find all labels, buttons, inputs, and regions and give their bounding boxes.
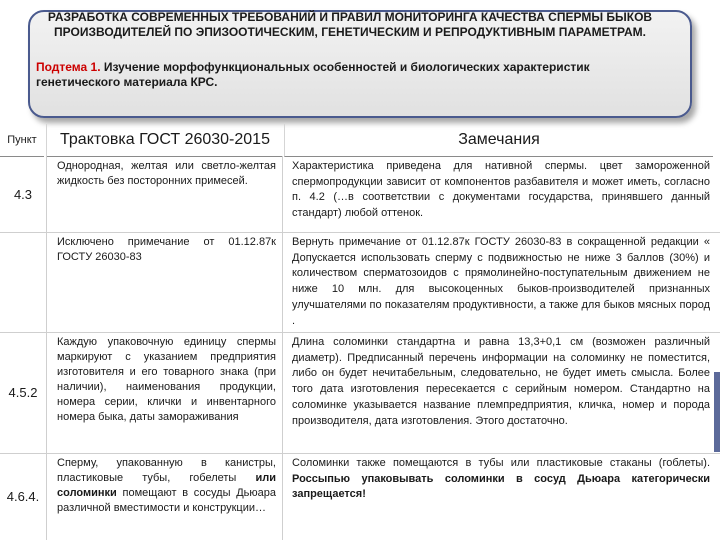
gost-text: Исключено примечание от 01.12.87к ГОСТУ 26030-83: [46, 232, 282, 332]
row-number: [0, 232, 46, 332]
remark-text: Характеристика приведена для нативной спермы. цвет замороженной спермопродукции зависит от компонентов разбавителя и может иметь, согласно п. 4.2 (…в соответствии с документами государства, принявшего данный стандарт) любой оттенок.: [282, 156, 714, 232]
gost-text: [46, 453, 282, 540]
subtopic-text: Изучение морфофункциональных особенностей и биологических характеристик генетического материала КРС.: [36, 60, 590, 89]
row-number: 4.5.2: [8, 385, 38, 400]
remark-text-part: Соломинки также помещаются в тубы или пластиковые стаканы (гоблеты).: [292, 457, 710, 469]
gost-text-bold: или соломинки: [57, 472, 276, 499]
table-row: [0, 156, 720, 233]
row-number: 4.3: [13, 186, 33, 202]
table-row: [0, 332, 720, 454]
row-number: 4.6.4.: [6, 489, 40, 504]
slide-edge-strip: [714, 372, 720, 452]
table-row: [0, 232, 720, 333]
standards-table: [0, 124, 720, 540]
gost-text: Однородная, желтая или светло-желтая жидкость без посторонних примесей.: [46, 156, 282, 232]
column-header-punkt: Пункт: [0, 124, 44, 157]
remark-text: Длина соломинки стандартна и равна 13,3+0,1 см (возможен различный диаметр). Предписанный перечень информации на соломинку не поместится, либо он будет нечитабельным, следовательно, не будет иметь смысла. Более того дата изготовления пересекается с серийным номером. Стандартно на соломинке указывается название племпредприятия, кличка, номер и порода производителя, дата изготовления. Этого достаточно.: [282, 332, 714, 453]
gost-text: Каждую упаковочную единицу спермы маркируют с указанием предприятия изготовителя и его товарного знака (при наличии), наименования продукции, номера серии, клички и инвентарного номера быка, даты замораживания: [46, 332, 282, 453]
page-title: РАЗРАБОТКА СОВРЕМЕННЫХ ТРЕБОВАНИЙ И ПРАВИЛ МОНИТОРИНГА КАЧЕСТВА СПЕРМЫ БЫКОВ ПРОИЗВОДИТЕЛЕЙ ПО ЭПИЗООТИЧЕСКИМ, ГЕНЕТИЧЕСКИМ И РЕПРОДУКТИВНЫМ ПАРАМЕТРАМ.: [47, 10, 653, 39]
column-header-remarks: Замечания: [284, 124, 713, 157]
column-header-gost: Трактовка ГОСТ 26030-2015: [46, 124, 283, 157]
gost-text-part: помещают в сосуды Дьюара различной вместимости и конструкции…: [57, 487, 277, 514]
remark-text: Вернуть примечание от 01.12.87к ГОСТУ 26030-83 в сокращенной редакции « Допускается использовать сперму с подвижностью не ниже 3 баллов (30%) и количеством сперматозоидов с прямолинейно-поступательным движением не ниже 10 млн. для высокоценных быков-производителей признанных улучшателями по показателям продуктивности, а также для быков мясных пород .: [282, 232, 714, 332]
subtopic-label: Подтема 1.: [36, 60, 101, 74]
subtopic: [36, 60, 664, 90]
gost-text-part: Сперму, упакованную в канистры, пластиковые тубы, гобелеты: [57, 457, 276, 484]
table-row: [0, 453, 720, 540]
remark-text-bold: Россыпью упаковывать соломинки в сосуд Дьюара категорически запрещается!: [292, 472, 710, 501]
remark-text: [282, 453, 714, 540]
